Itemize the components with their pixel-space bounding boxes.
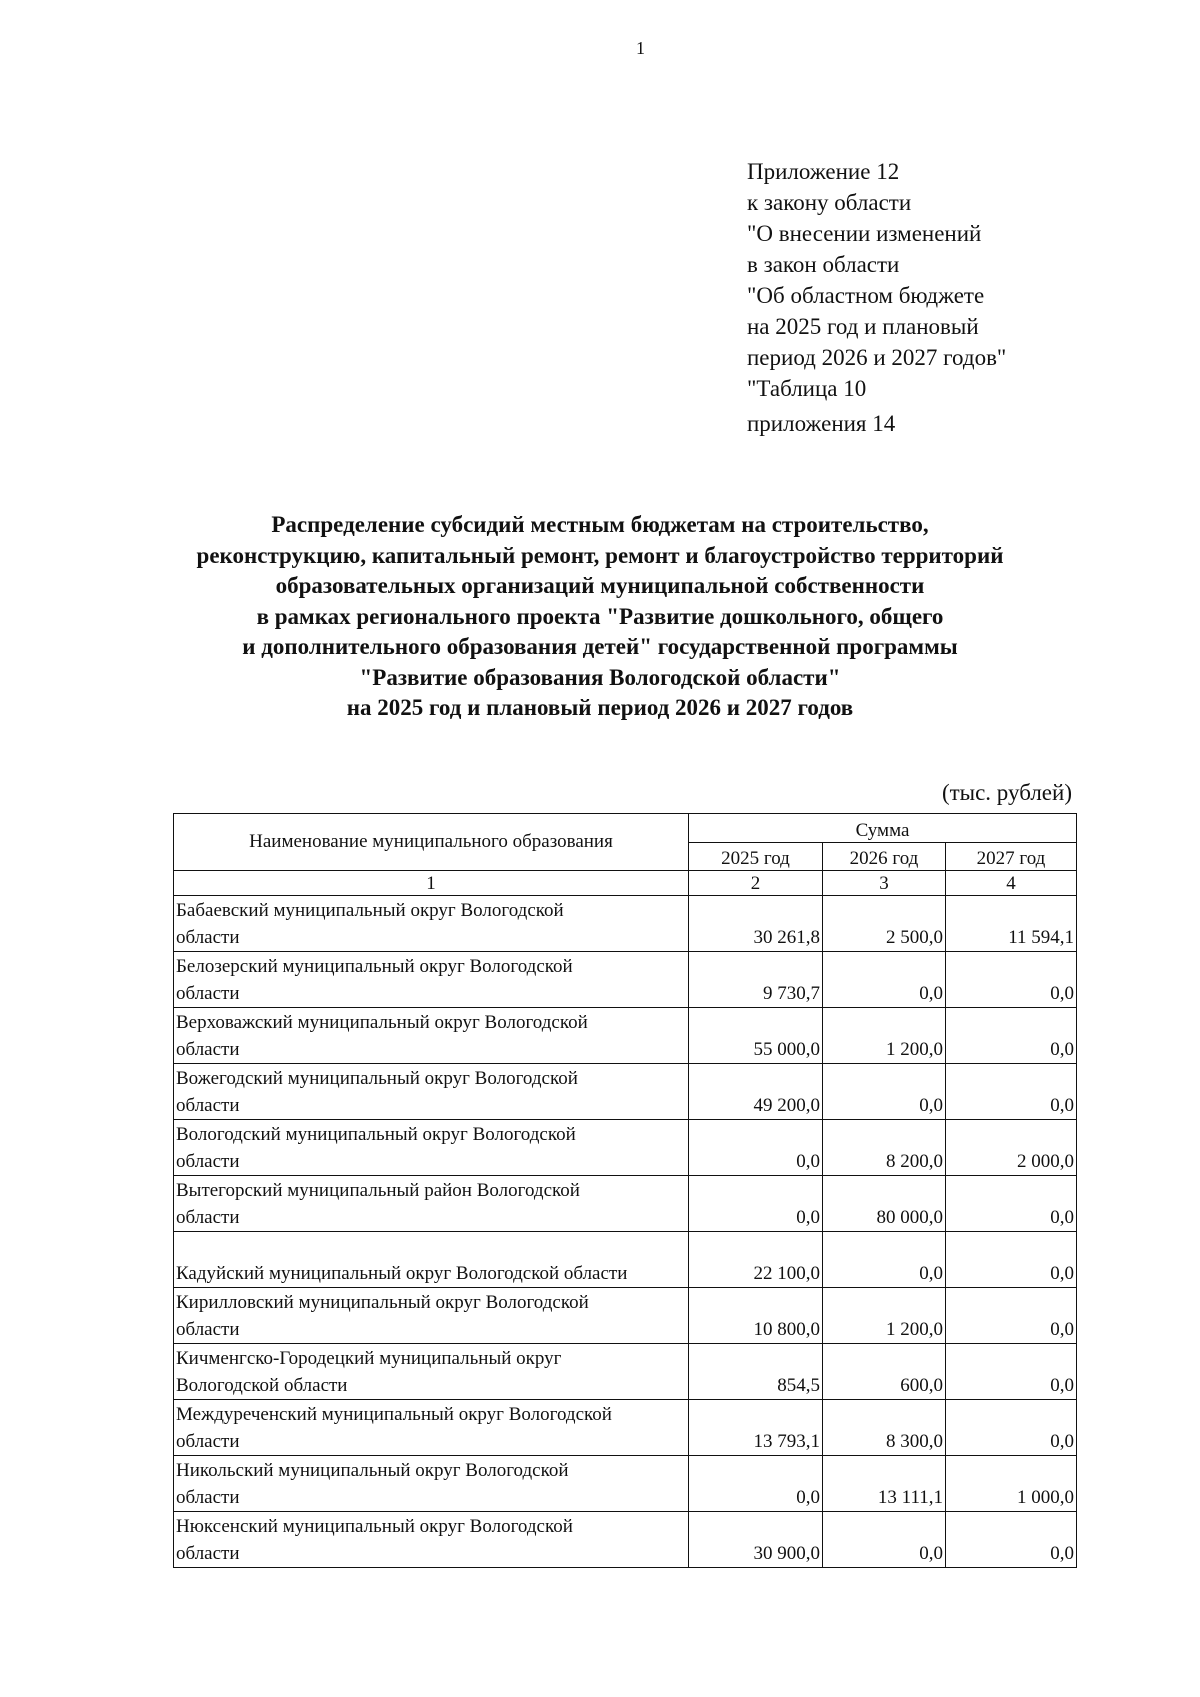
- municipality-name-line: Вологодский муниципальный округ Вологодской: [176, 1124, 576, 1145]
- table-row: [174, 1288, 1077, 1344]
- amount-2026: 80 000,0: [823, 1176, 946, 1232]
- amount-2027: 0,0: [946, 1288, 1077, 1344]
- amount-2025: 0,0: [689, 1176, 823, 1232]
- title-line: "Развитие образования Вологодской области": [359, 664, 841, 690]
- appendix-line: в закон области: [747, 252, 900, 277]
- appendix-line: "Таблица 10: [747, 376, 867, 401]
- municipality-name: [174, 1176, 689, 1232]
- table-row: [174, 1512, 1077, 1568]
- amount-2025: 0,0: [689, 1120, 823, 1176]
- column-number: 1: [174, 871, 689, 896]
- appendix-line: на 2025 год и плановый: [747, 314, 979, 339]
- amount-2027: 0,0: [946, 1008, 1077, 1064]
- appendix-line: период 2026 и 2027 годов": [747, 345, 1007, 370]
- amount-2026: 0,0: [823, 1232, 946, 1288]
- table-row: [174, 896, 1077, 952]
- amount-2025: 854,5: [689, 1344, 823, 1400]
- page-number: 1: [636, 38, 645, 58]
- amount-2025: 49 200,0: [689, 1064, 823, 1120]
- municipality-name: [174, 1064, 689, 1120]
- municipality-name-line: Вологодской области: [176, 1375, 348, 1396]
- document-title: [100, 510, 1100, 724]
- municipality-name-line: области: [176, 1151, 240, 1172]
- amount-2027: 0,0: [946, 1400, 1077, 1456]
- amount-2027: 2 000,0: [946, 1120, 1077, 1176]
- municipality-name-line: Междуреченский муниципальный округ Вологодской: [176, 1404, 612, 1425]
- table-row: [174, 1176, 1077, 1232]
- units-label: (тыс. рублей): [941, 780, 1072, 805]
- appendix-line: к закону области: [747, 190, 912, 215]
- amount-2026: 0,0: [823, 952, 946, 1008]
- municipality-name-line: [176, 1233, 686, 1260]
- amount-2025: 0,0: [689, 1456, 823, 1512]
- amount-2025: 22 100,0: [689, 1232, 823, 1288]
- amount-2025: 30 900,0: [689, 1512, 823, 1568]
- column-number-row: [174, 871, 1077, 896]
- municipality-name-line: области: [176, 983, 240, 1004]
- amount-2025: 55 000,0: [689, 1008, 823, 1064]
- appendix-line: "О внесении изменений: [747, 221, 982, 246]
- title-line: Распределение субсидий местным бюджетам на строительство,: [271, 512, 929, 537]
- municipality-name: [174, 1400, 689, 1456]
- amount-2027: 11 594,1: [946, 896, 1077, 952]
- amount-2026: 8 200,0: [823, 1120, 946, 1176]
- municipality-name-line: области: [176, 1431, 240, 1452]
- amount-2027: 0,0: [946, 952, 1077, 1008]
- municipality-name-line: области: [176, 927, 240, 948]
- table-row: [174, 1400, 1077, 1456]
- title-line: образовательных организаций муниципальной собственности: [275, 573, 925, 598]
- amount-2026: 600,0: [823, 1344, 946, 1400]
- appendix-line: "Об областном бюджете: [747, 283, 985, 308]
- title-line: и дополнительного образования детей" государственной программы: [242, 634, 958, 659]
- municipality-name-line: Кирилловский муниципальный округ Вологодской: [176, 1292, 589, 1313]
- header-year-2026: 2026 год: [823, 842, 946, 871]
- appendix-header: [747, 156, 1006, 439]
- municipality-name-line: области: [176, 1543, 240, 1564]
- table-row: [174, 1232, 1077, 1288]
- title-line: реконструкцию, капитальный ремонт, ремонт и благоустройство территорий: [196, 542, 1004, 568]
- amount-2027: 0,0: [946, 1232, 1077, 1288]
- municipality-name: [174, 1008, 689, 1064]
- municipality-name-line: области: [176, 1039, 240, 1060]
- table-row: [174, 1456, 1077, 1512]
- amount-2025: 30 261,8: [689, 896, 823, 952]
- header-year-2027: 2027 год: [946, 842, 1077, 871]
- municipality-name: [174, 952, 689, 1008]
- amount-2025: 13 793,1: [689, 1400, 823, 1456]
- municipality-name: [174, 896, 689, 952]
- amount-2025: 9 730,7: [689, 952, 823, 1008]
- amount-2027: 0,0: [946, 1064, 1077, 1120]
- amount-2027: 1 000,0: [946, 1456, 1077, 1512]
- amount-2026: 0,0: [823, 1512, 946, 1568]
- municipality-name-line: Бабаевский муниципальный округ Вологодской: [176, 900, 564, 921]
- header-sum: Сумма: [689, 814, 1077, 843]
- header-year-2025: 2025 год: [689, 842, 823, 871]
- title-line: в рамках регионального проекта "Развитие дошкольного, общего: [256, 603, 944, 629]
- amount-2027: 0,0: [946, 1344, 1077, 1400]
- column-number: 4: [946, 871, 1077, 896]
- amount-2025: 10 800,0: [689, 1288, 823, 1344]
- municipality-name-line: области: [176, 1207, 240, 1228]
- municipality-name-line: области: [176, 1319, 240, 1340]
- amount-2026: 2 500,0: [823, 896, 946, 952]
- municipality-name-line: Белозерский муниципальный округ Вологодской: [176, 956, 573, 977]
- appendix-line: приложения 14: [747, 411, 896, 436]
- municipality-name-line: области: [176, 1487, 240, 1508]
- municipality-name: [174, 1120, 689, 1176]
- header-name: Наименование муниципального образования: [174, 814, 689, 871]
- amount-2026: 8 300,0: [823, 1400, 946, 1456]
- appendix-line: Приложение 12: [747, 159, 900, 184]
- title-line: на 2025 год и плановый период 2026 и 2027 годов: [346, 695, 854, 720]
- municipality-name-line: Вытегорский муниципальный район Вологодской: [176, 1180, 580, 1201]
- table-row: [174, 1344, 1077, 1400]
- municipality-name-line: Кичменгско-Городецкий муниципальный округ: [176, 1348, 562, 1369]
- municipality-name-line: Вожегодский муниципальный округ Вологодской: [176, 1068, 578, 1089]
- municipality-name-line: Верховажский муниципальный округ Вологодской: [176, 1012, 588, 1033]
- table-row: [174, 1008, 1077, 1064]
- municipality-name: [174, 1232, 689, 1288]
- municipality-name-line: области: [176, 1095, 240, 1116]
- municipality-name: [174, 1512, 689, 1568]
- amount-2026: 0,0: [823, 1064, 946, 1120]
- table-row: [174, 952, 1077, 1008]
- amount-2026: 1 200,0: [823, 1288, 946, 1344]
- municipality-name-line: Нюксенский муниципальный округ Вологодской: [176, 1516, 573, 1537]
- column-number: 2: [689, 871, 823, 896]
- amount-2027: 0,0: [946, 1176, 1077, 1232]
- municipality-name-line: Кадуйский муниципальный округ Вологодской области: [176, 1263, 628, 1284]
- table-row: [174, 1120, 1077, 1176]
- column-number: 3: [823, 871, 946, 896]
- municipality-name-line: Никольский муниципальный округ Вологодской: [176, 1460, 569, 1481]
- amount-2027: 0,0: [946, 1512, 1077, 1568]
- amount-2026: 1 200,0: [823, 1008, 946, 1064]
- municipality-name: [174, 1456, 689, 1512]
- amount-2026: 13 111,1: [823, 1456, 946, 1512]
- subsidy-table: [173, 813, 1077, 1568]
- table-row: [174, 1064, 1077, 1120]
- municipality-name: [174, 1344, 689, 1400]
- municipality-name: [174, 1288, 689, 1344]
